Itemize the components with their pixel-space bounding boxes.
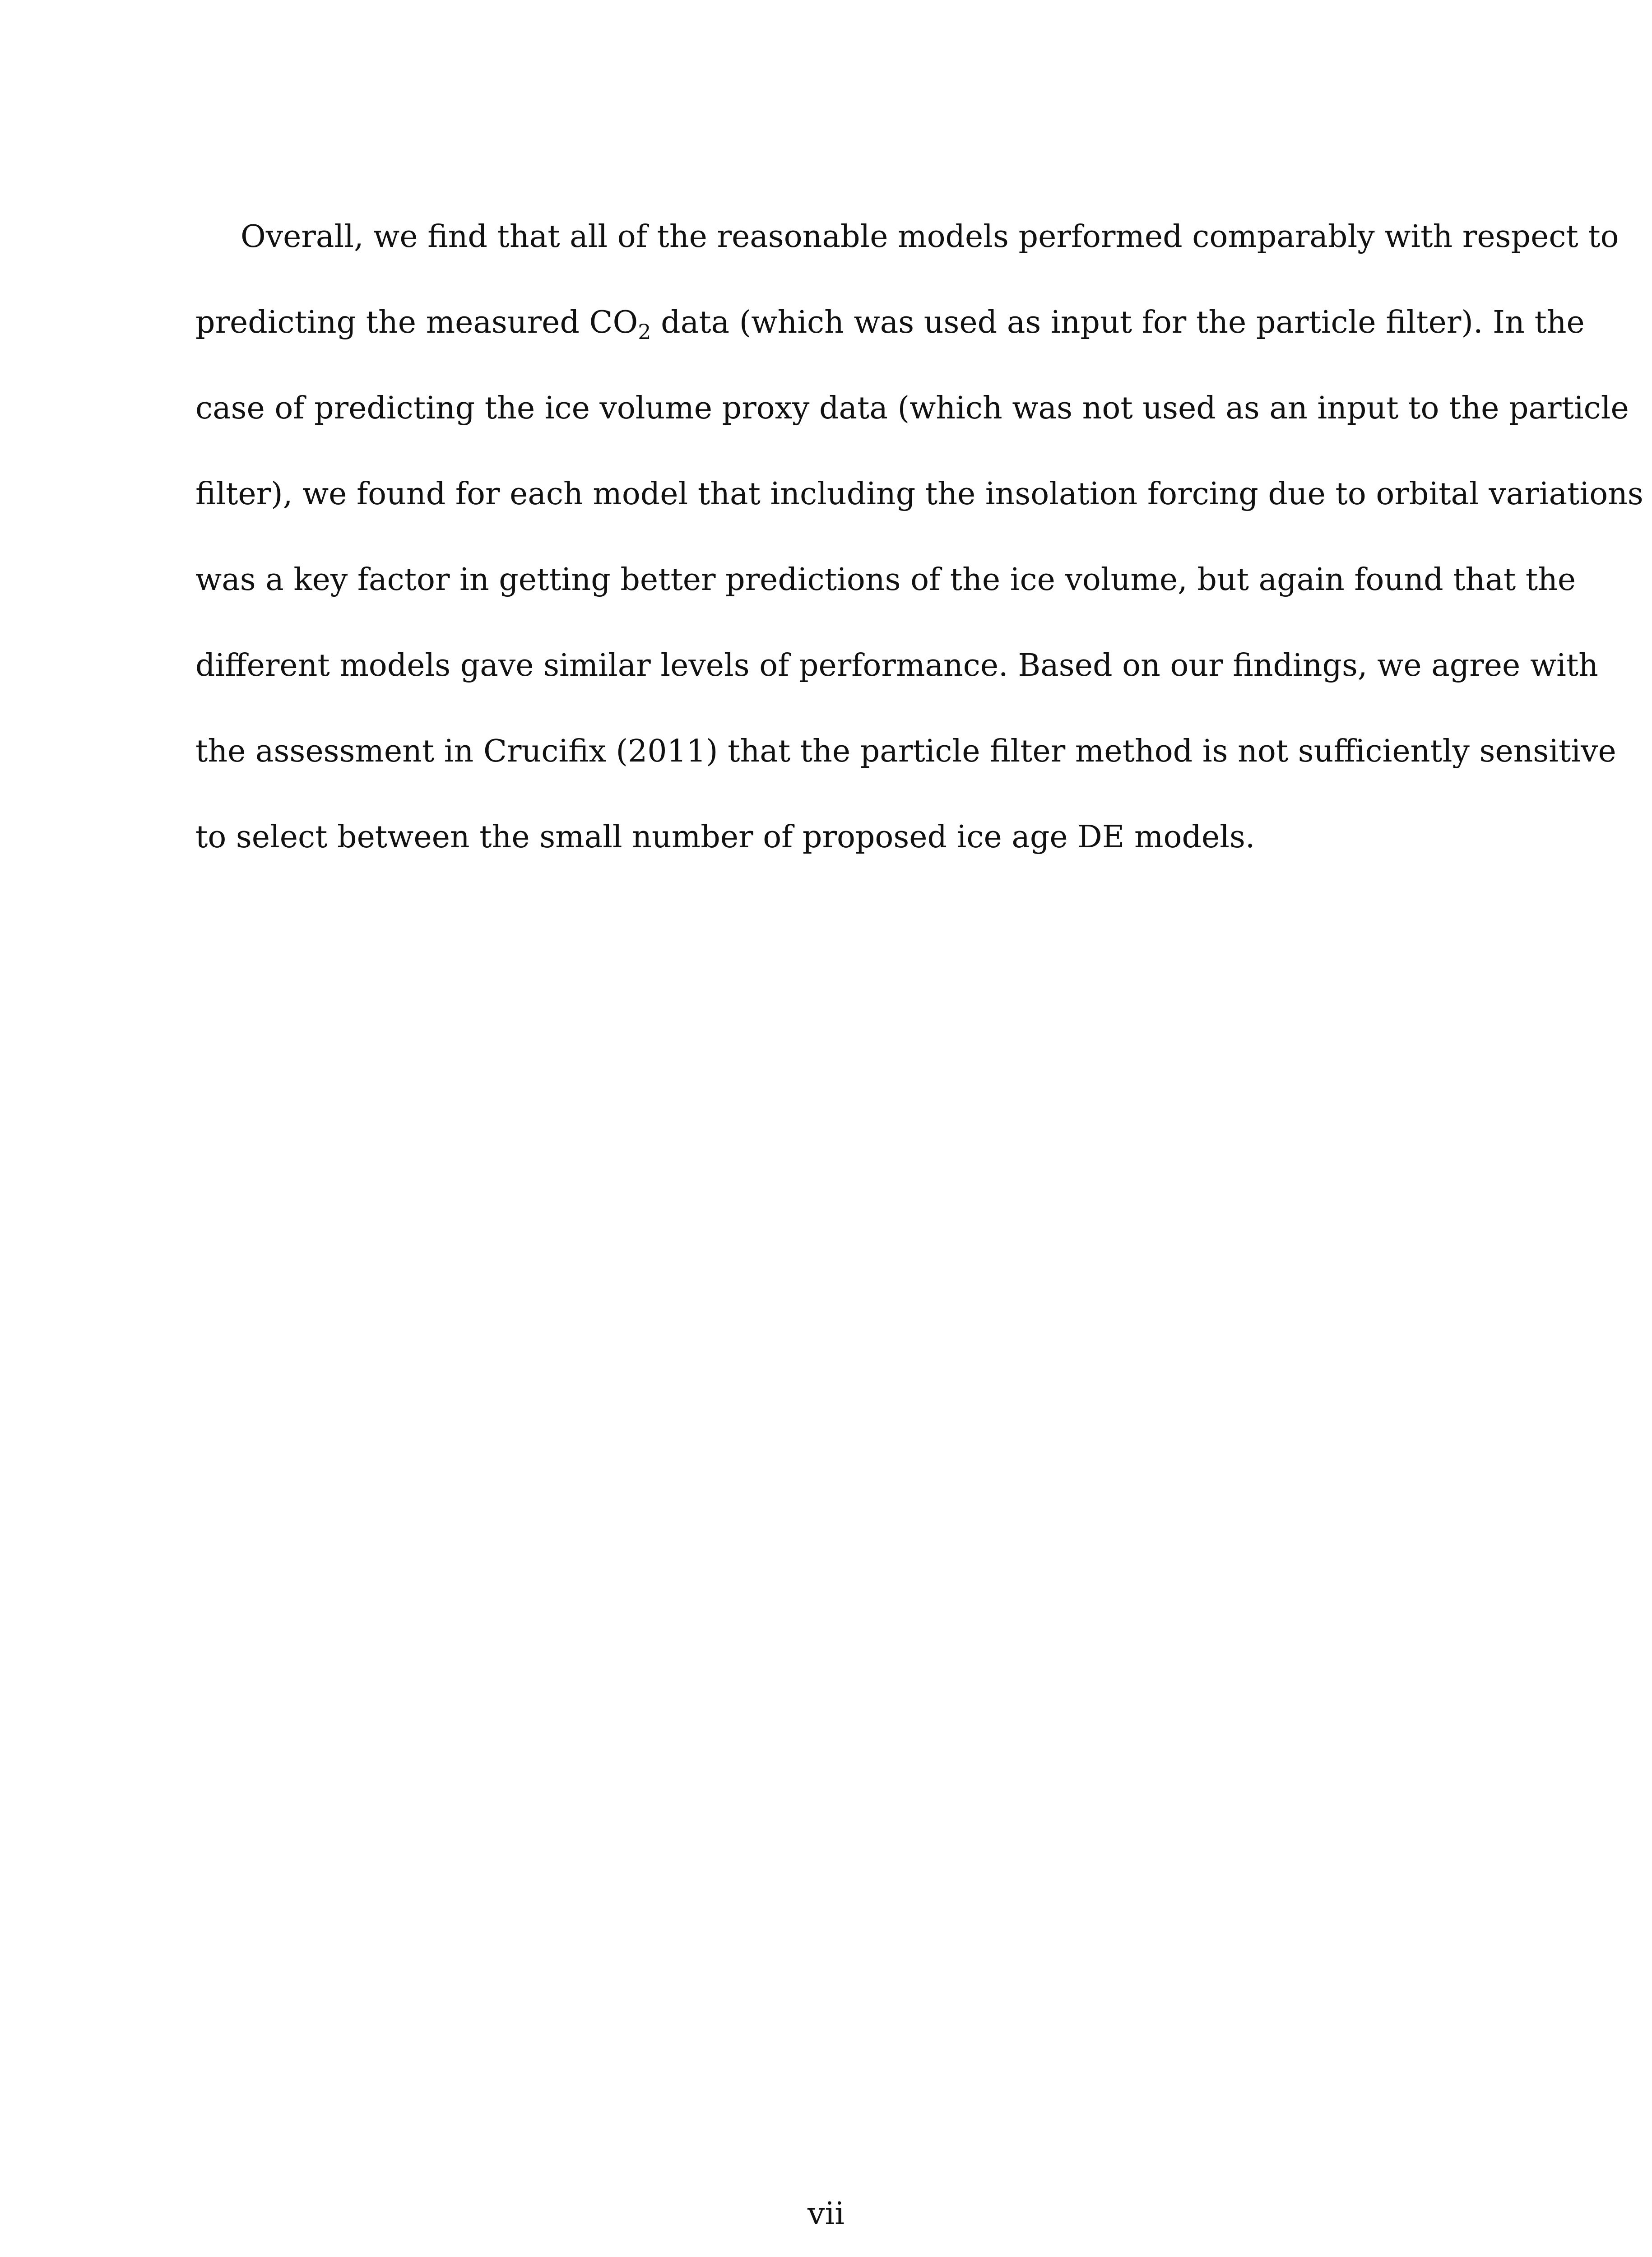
paragraph-line-6: different models gave similar levels of performance. Based on our findings, we agree with xyxy=(195,648,1598,683)
paragraph-line-1: Overall, we find that all of the reasonable models performed comparably with respect to xyxy=(241,219,1619,255)
paragraph-line-2-end: data (which was used as input for the particle filter). In the xyxy=(651,305,1585,340)
paragraph-line-8: to select between the small number of proposed ice age DE models. xyxy=(195,819,1255,855)
co2-subscript: 2 xyxy=(638,320,651,344)
page-number: vii xyxy=(807,2196,845,2232)
body-paragraph xyxy=(195,212,1643,898)
paragraph-line-2 xyxy=(195,298,1585,384)
paragraph-line-4: filter), we found for each model that including the insolation forcing due to orbital variations xyxy=(195,476,1643,512)
paragraph-line-3: case of predicting the ice volume proxy data (which was not used as an input to the particle xyxy=(195,390,1629,426)
paragraph-line-2-start: predicting the measured CO xyxy=(195,305,638,340)
paragraph-line-5: was a key factor in getting better predictions of the ice volume, but again found that the xyxy=(195,562,1576,598)
paragraph-line-7: the assessment in Crucifix (2011) that the particle filter method is not sufficiently sensitive xyxy=(195,734,1616,769)
